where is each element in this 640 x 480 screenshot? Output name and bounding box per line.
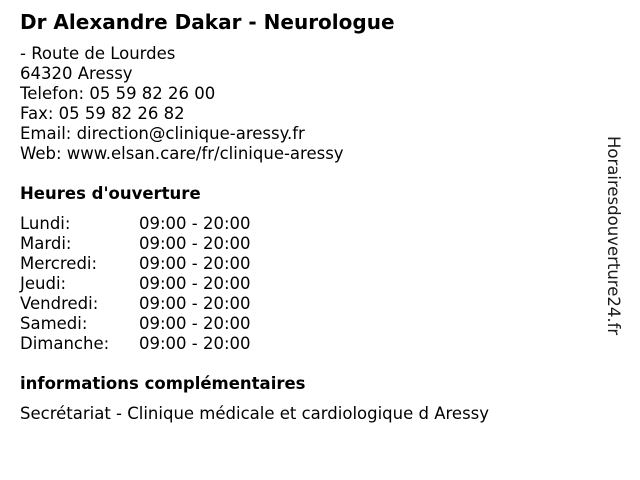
additional-info-heading: informations complémentaires	[20, 374, 306, 393]
day-label: Vendredi:	[20, 294, 99, 313]
contact-phone: Telefon: 05 59 82 26 00	[20, 84, 216, 103]
contact-city: 64320 Aressy	[20, 64, 133, 83]
time-value: 09:00 - 20:00	[139, 254, 251, 273]
time-value: 09:00 - 20:00	[139, 234, 251, 253]
time-value: 09:00 - 20:00	[139, 294, 251, 313]
day-label: Samedi:	[20, 314, 88, 333]
day-label: Lundi:	[20, 214, 71, 233]
contact-web: Web: www.elsan.care/fr/clinique-aressy	[20, 144, 344, 163]
time-value: 09:00 - 20:00	[139, 314, 251, 333]
time-value: 09:00 - 20:00	[139, 274, 251, 293]
contact-street: - Route de Lourdes	[20, 44, 176, 63]
time-value: 09:00 - 20:00	[139, 334, 251, 353]
day-label: Mercredi:	[20, 254, 98, 273]
contact-block	[20, 44, 344, 164]
day-label: Mardi:	[20, 234, 72, 253]
additional-info-text: Secrétariat - Clinique médicale et cardiologique d Aressy	[20, 404, 490, 423]
contact-fax: Fax: 05 59 82 26 82	[20, 104, 185, 123]
site-watermark: Horairesdouverture24.fr	[604, 136, 623, 336]
day-label: Jeudi:	[20, 274, 67, 293]
page-title: Dr Alexandre Dakar - Neurologue	[20, 10, 395, 34]
contact-email: Email: direction@clinique-aressy.fr	[20, 124, 305, 143]
opening-hours-heading: Heures d'ouverture	[20, 184, 201, 203]
day-label: Dimanche:	[20, 334, 110, 353]
time-value: 09:00 - 20:00	[139, 214, 251, 233]
